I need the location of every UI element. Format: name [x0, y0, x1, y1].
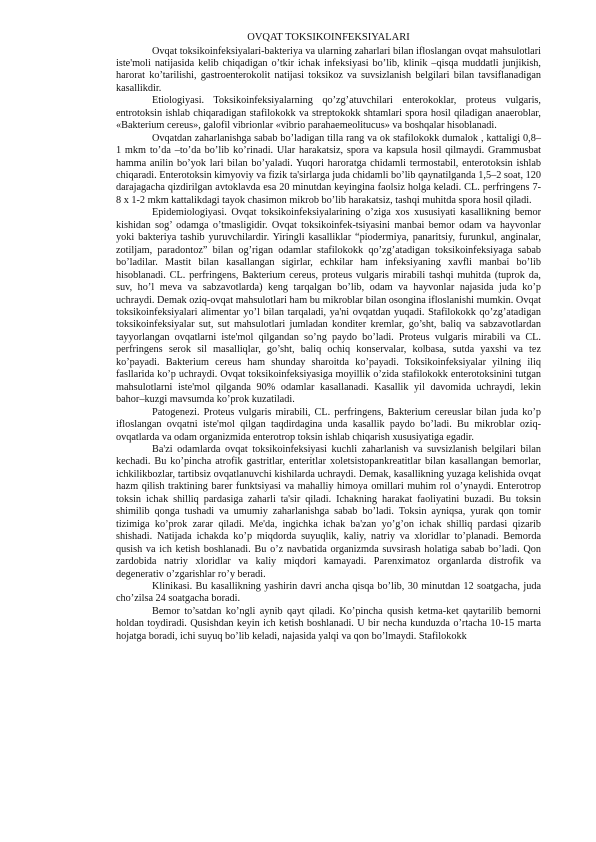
paragraph-symptoms: Bemor to’satdan ko’ngli aynib qayt qiladi. Ko’pincha qusish ketma-ket qaytarilib bemorni holdan toydiradi. Qusishdan keyin ich ketish boshlanadi. U bir necha kunduzda o’rtacha 10-15 marta hojatga boradi, ichi suyuq bo’lib keladi, najasida yalqi va qon bo’lmaydi. Stafilokokk [116, 605, 541, 642]
paragraph-intoxication: Ba'zi odamlarda ovqat toksikoinfeksiyasi kuchli zaharlanish va suvsizlanish belgilari bilan kechadi. Bu ko’pincha atrofik gastritlar, enteritlar xoletsistopankreatitlar bilan kasallangan bemorlar, ichkilikbozlar, tartibsiz ovqatlanuvchi kishilarda uchraydi. Demak, kasallikning yuzaga kelishida ovqat hazm qilish traktining barer funktsiyasi va mahalliy himoya omillari muhim rol o’ynaydi. Enterotrop toksin ichak shilliq pardasiga zaharli ta'sir qiladi. Ichakning harakat faoliyatini buzadi. Bu toksin shimilib qonga tushadi va umumiy zaharlanishga sabab bo’ladi. Toksin ayniqsa, yurak qon tomir tizimiga ko’prok zarar qiladi. Me'da, ingichka ichak ba'zan yo’g’on ichak shilliq pardasi qizarib shishadi. Natijada ichakda ko’p miqdorda suyuqlik, kaliy, natriy va xloridlar to’planadi. Bemorda qusish va ich ketish boshlanadi. Bu o’z navbatida organizmda suvsirash holatiga sabab bo’ladi. Qon zardobida natriy xloridlar va kaliy miqdori kamayadi. Parenximatoz organlarda distrofik va degenerativ o’zgarishlar ro’y beradi. [116, 444, 541, 580]
paragraph-epidemiology: Epidemiologiyasi. Ovqat toksikoinfeksiyalarining o’ziga xos xususiyati kasallikning bemor kishidan sog’ odamga o’tmasligidir. Ovqat toksikoinfek-tsiyasini manbai bemor odam va hayvonlar yoki bakteriya tashib yuruvchilardir. Yiringli kasalliklar “piodermiya, panaritsiy, furunkul, anginalar, zotiljam, paradontoz” bilan og’rigan odamlar stafilokokk qo’zg’atadigan toksikoinfeksiyaga sabab bo’ladilar. Mastit bilan kasallangan sigirlar, echkilar ham infeksiyaning xavfli manbai bo’lib hisoblanadi. CL. perfringens, Bakterium cereus, proteus vulgaris mirabili tashqi muhitda (tuprok da, suv, ho’l meva va sabzavotlarda) keng tarqalgan bo’lib, odam va hayvonlar najasida juda ko’p uchraydi. Demak oziq-ovqat mahsulotlari ham bu mikroblar bilan osongina ifloslanishi mumkin. Ovqat toksikoinfeksiyalari alimentar yo’l bilan tarqaladi, ya'ni ovqatdan yuqadi. Stafilokokk qo’zg’atadigan toksikoinfeksiyalar sut, sut mahsulotlari jumladan konditer kremlar, go’sht, baliq va sabzavotlardan tayyorlangan ovqatlarni iste'mol qilgandan so’ng paydo bo’ladi. Proteus vulgaris mirabili va CL. perfringens serok sil masalliqlar, go’sht, baliq ochiq konservalar, kolbasa, sutda yaxshi va tez ko’payadi. Bakterium cereus ham shunday sharoitda ko’payadi. Toksikoinfeksiyalar yilning iliq fasllarida ko’p uchraydi. Ovqat toksikoinfeksiyasiga moyillik o’zida stafilokokk enterotoksinini tutgan mahsulotlarni iste'mol qilganda 90% odamlar kasallanadi. Kasallik yil davomida uchraydi, lekin bahor–kuzgi mavsumda ko’prok kuzatiladi. [116, 207, 541, 406]
paragraph-etiology: Etiologiyasi. Toksikoinfeksiyalarning qo’zg’atuvchilari enterokoklar, proteus vulgaris, entrotoksin ishlab chiqaradigan stafilokokk va streptokokk shtamlari spora hosil qiladigan anaeroblar, «Bakterium cereus», galofil vibrionlar «vibrio parahaemeolitucus» va boshqalar hisoblanadi. [116, 95, 541, 132]
paragraph-clinic: Klinikasi. Bu kasallikning yashirin davri ancha qisqa bo’lib, 30 minutdan 12 soatgacha, juda cho’zilsa 24 soatgacha boradi. [116, 580, 541, 605]
paragraph-definition: Ovqat toksikoinfeksiyalari-bakteriya va ularning zaharlari bilan ifloslangan ovqat mahsulotlari iste'moli natijasida kelib chiqadigan o’tkir ichak infeksiyasi bo’lib, klinik –qisqa muddatli junjikish, harorat ko’tarilishi, gastroenterokolit natijasi toksikoz va suvsizlanish belgilari bilan tavsiflanadigan kasallikdir. [116, 45, 541, 94]
paragraph-staphylococcus: Ovqatdan zaharlanishga sabab bo’ladigan tilla rang va ok stafilokokk dumalok , kattaligi 0,8–1 mkm to’da –to’da bo’lib ko’rinadi. Ular harakatsiz, spora va kapsula hosil qilmaydi. Grammusbat hamma anilin bo’yok lari bilan bo’yaladi. Yuqori haroratga chidamli termostabil, enterotoksin ishlab chiqaradi. Enterotoksin kimyoviy va fizik ta'sirlarga juda chidamli bo’lib qaynatilganda 1,5–2 soat, 120 darajagacha qizdirilgan avtoklavda esa 20 minutdan keyingina faolsiz holga keladi. CL. perfringens 7-8 x 1-2 mkm kattalikdagi tayok chasimon mikrob bo’lib harakatsiz, tashqi muhitda spora hosil qiladi. [116, 132, 541, 206]
document-title: OVQAT TOKSIKOINFEKSIYALARI [247, 32, 410, 43]
paragraph-pathogenesis: Patogenezi. Proteus vulgaris mirabili, CL. perfringens, Bakterium cereuslar bilan juda ko’p ifloslangan ovqatni iste'mol qilgan taqdirdagina unda kasallik paydo bo’ladi. Bu mikroblar oziq-ovqatlarda va odam organizmida enterotrop toksin ishlab chiqarish xususiyatiga egadir. [116, 406, 541, 443]
document-page [116, 32, 541, 643]
